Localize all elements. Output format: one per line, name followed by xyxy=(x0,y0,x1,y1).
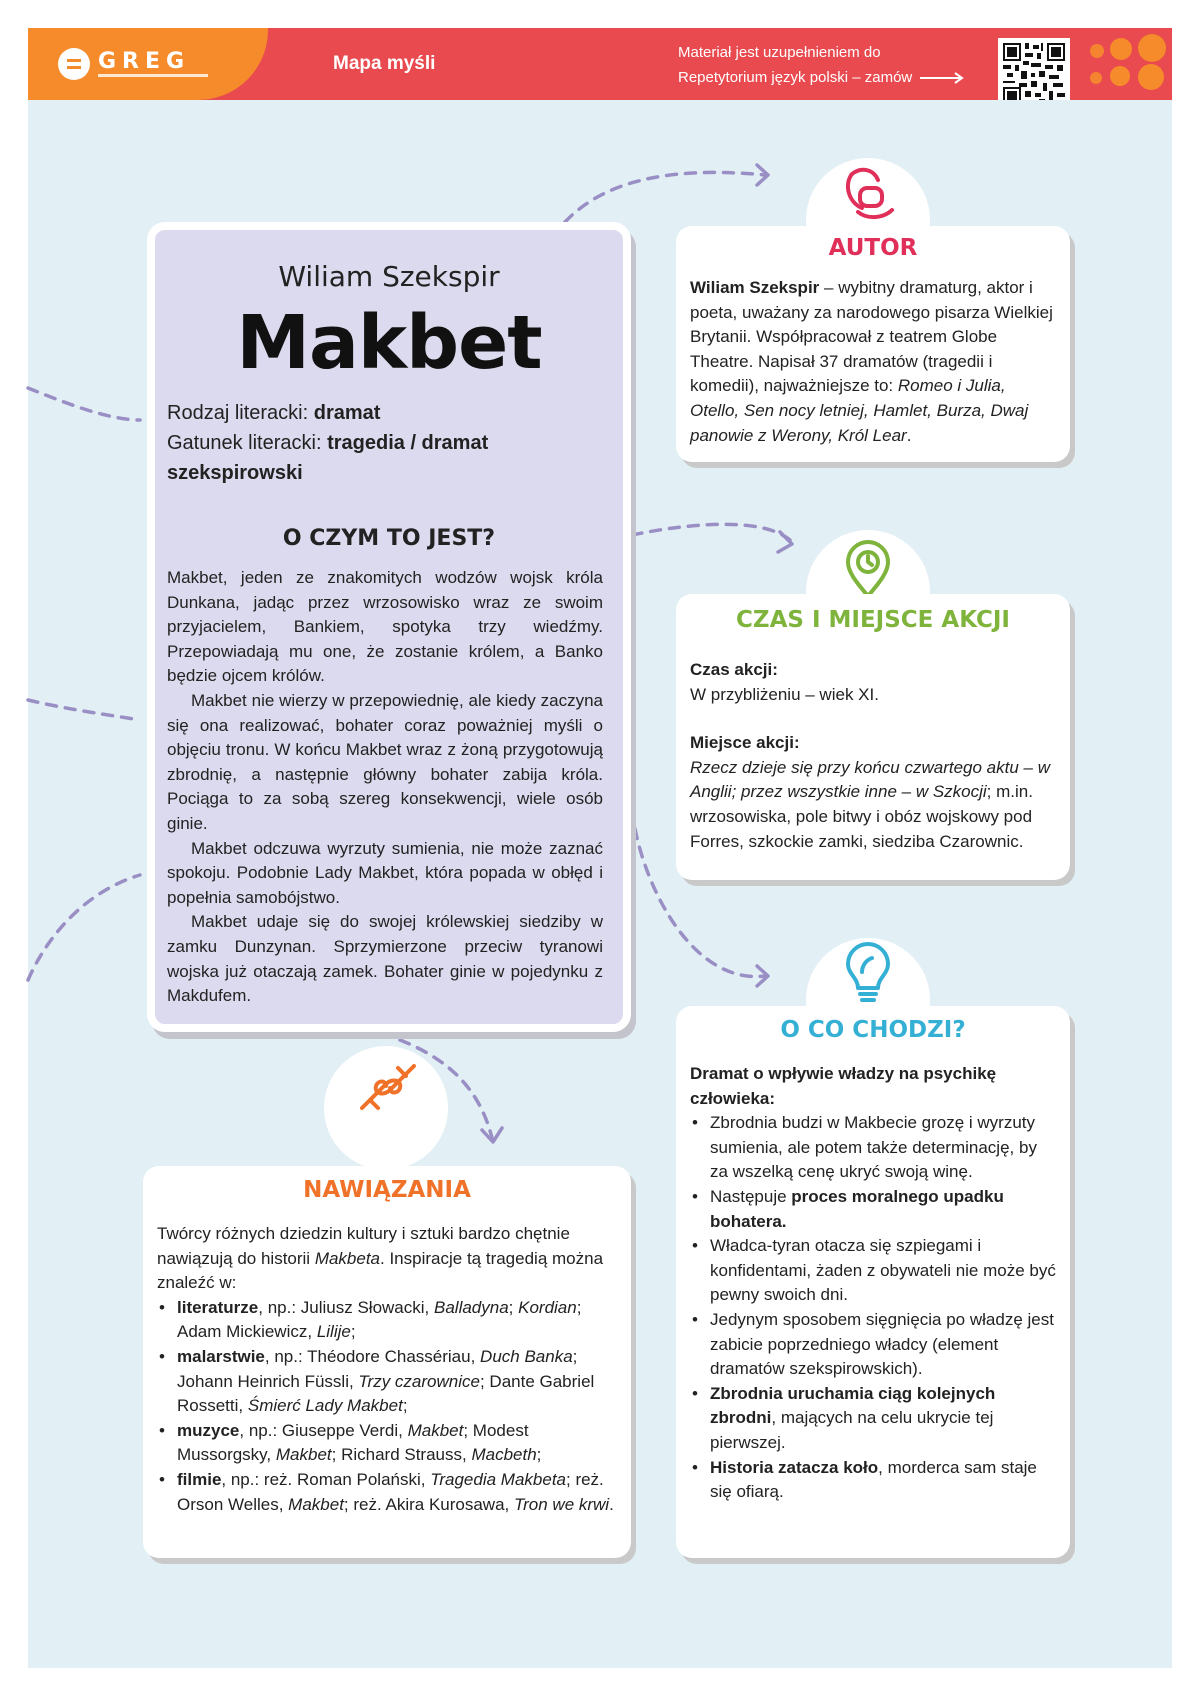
left-dashed-line-2 xyxy=(28,700,140,720)
list-item xyxy=(690,1234,1056,1308)
gatunek-label: Gatunek literacki: xyxy=(167,432,322,454)
gatunek-value: tragedia / dramat szekspirowski xyxy=(167,432,489,484)
list-item-bold: Historia zatacza koło xyxy=(710,1457,879,1477)
list-item: • malarstwie, np.: Théodore Chassériau, Duch Banka; Johann Heinrich Füssli, Trzy czarownice; Dante Gabriel Rossetti, Śmierć Lady Makbet; xyxy=(157,1345,617,1419)
autor-description: – wybitny dramaturg, aktor i poeta, uważany za narodowego pisarza Wielkiej Brytanii. Współpracował z teatrem Globe Theatre. Napisał 37 dramatów (tragedii i komedii), najważniejsze to: xyxy=(690,278,1053,396)
qr-code[interactable] xyxy=(998,38,1070,100)
list-item xyxy=(690,1382,1056,1456)
list-item xyxy=(690,1456,1056,1505)
list-item-bold: Zbrodnia uruchamia ciąg kolejnych zbrodni xyxy=(710,1383,996,1428)
list-item: • literaturze, np.: Juliusz Słowacki, Balladyna; Kordian; Adam Mickiewicz, Lilije; xyxy=(157,1296,617,1345)
rodzaj-value: dramat xyxy=(313,402,381,424)
location-clock-icon xyxy=(838,536,898,602)
left-dashed-line-1 xyxy=(28,388,140,420)
header-note-line-2: Repetytorium język polski – zamów xyxy=(678,69,913,86)
czas-text xyxy=(690,658,1056,854)
arrow-to-czas xyxy=(632,524,790,540)
list-item: • muzyce, np.: Giuseppe Verdi, Makbet; Modest Mussorgsky, Makbet; Richard Strauss, Macbeth; xyxy=(157,1419,617,1468)
knot-icon xyxy=(356,1058,420,1118)
list-item xyxy=(690,1111,1056,1185)
place-label: Miejsce akcji: xyxy=(690,733,800,753)
greg-logo-icon xyxy=(58,48,90,80)
witch-hat-icon xyxy=(838,162,898,224)
about-paragraph: Makbet, jeden ze znakomitych wodzów wojsk króla Dunkana, jadąc przez wrzosowisko wraz ze swoim przyjacielem, Bankiem, spotyka trzy wiedźmy. Przepowiadają mu one, że zostanie królem, a Banko będzie ojcem królów. xyxy=(167,568,603,686)
about-paragraph: Makbet nie wierzy w przepowiednię, ale kiedy zaczyna się ona realizować, bohater coraz poważniej myśli o objęciu tronu. W końcu Makbet wraz z żoną przygotowują zbrodnię, a następnie główny bohater zabija króla. Pociąga to za sobą szereg konsekwencji, wiele osób ginie. xyxy=(167,690,603,833)
list-item-text: Zbrodnia budzi w Makbecie grozę i wyrzuty sumienia, ale potem także determinację, by za wszelką cenę ukryć swoją winę. xyxy=(710,1113,1037,1182)
list-item-text: Następuje xyxy=(710,1186,792,1206)
autor-end: . xyxy=(906,425,912,445)
place-italic: Rzecz dzieje się przy końcu czwartego aktu – w Anglii; przez wszystkie inne – w Szkocji xyxy=(690,757,1050,802)
list-item xyxy=(690,1308,1056,1382)
logo-underline xyxy=(98,74,208,77)
main-title: Makbet xyxy=(236,300,542,386)
header-note[interactable] xyxy=(678,40,966,90)
idea-lead: Dramat o wpływie władzy na psychikę człowieka: xyxy=(690,1064,997,1108)
arrow-to-autor xyxy=(565,172,765,222)
left-dashed-line-3 xyxy=(28,875,140,980)
lightbulb-icon xyxy=(838,942,898,1012)
header-title: Mapa myśli xyxy=(333,53,436,74)
nawiazania-intro: Twórcy różnych dziedzin kultury i sztuki bardzo chętnie nawiązują do historii Makbeta. Inspiracje tą tragedią można znaleźć w: xyxy=(157,1224,604,1293)
about-text xyxy=(167,566,603,1009)
nawiazania-icon-bubble xyxy=(324,1046,448,1170)
place-rest: ; m.in. wrzosowiska, pole bitwy i obóz wojskowy pod Forres, szkockie zamki, siedziba Czarownic. xyxy=(690,782,1033,851)
autor-card xyxy=(676,226,1070,462)
list-item xyxy=(690,1185,1056,1234)
nawiazania-list xyxy=(157,1296,617,1517)
rodzaj-label: Rodzaj literacki: xyxy=(167,402,309,424)
genre-info xyxy=(167,398,607,488)
logo-tab xyxy=(28,28,268,100)
time-label: Czas akcji: xyxy=(690,660,778,679)
main-card xyxy=(147,222,631,1032)
rodzaj-line xyxy=(167,398,607,428)
nawiazania-card xyxy=(143,1166,631,1558)
list-item-bold: proces moralnego upadku bohatera. xyxy=(710,1186,1004,1231)
idea-card xyxy=(676,1006,1070,1558)
list-item-text: , mających na celu ukrycie tej pierwszej. xyxy=(710,1408,994,1452)
about-paragraph: Makbet udaje się do swojej królewskiej siedziby w zamku Dunzynan. Sprzymierzone przeciw tyranowi wojska już otaczają zamek. Bohater ginie w pojedynku z Makdufem. xyxy=(167,912,603,1006)
autor-title: AUTOR xyxy=(828,235,918,261)
arrow-right-icon xyxy=(918,71,966,85)
qr-code-icon xyxy=(1001,41,1067,100)
list-item-text: Jedynym sposobem sięgnięcia po władzę jest zabicie poprzedniego władcy (element dramatów szekspirowskich). xyxy=(710,1309,1054,1379)
nawiazania-text xyxy=(157,1222,617,1517)
decorative-dots xyxy=(1088,34,1172,94)
header-note-line-1: Materiał jest uzupełnieniem do xyxy=(678,44,881,61)
idea-list xyxy=(690,1111,1056,1505)
list-item-text: Władca-tyran otacza się szpiegami i konfidentami, żaden z obywateli nie może być pewny swoich dni. xyxy=(710,1236,1056,1305)
about-paragraph: Makbet odczuwa wyrzuty sumienia, nie może zaznać spokoju. Podobnie Lady Makbet, która popada w obłęd i popełnia samobójstwo. xyxy=(167,838,603,907)
autor-text xyxy=(690,276,1056,448)
autor-name: Wiliam Szekspir xyxy=(690,278,820,297)
list-item: • filmie, np.: reż. Roman Polański, Tragedia Makbeta; reż. Orson Welles, Makbet; reż. Akira Kurosawa, Tron we krwi. xyxy=(157,1468,617,1517)
gatunek-line xyxy=(167,428,607,488)
logo-text: GREG xyxy=(98,49,191,74)
about-title: O CZYM TO JEST? xyxy=(282,526,496,551)
idea-text xyxy=(690,1062,1056,1505)
main-author: Wiliam Szekspir xyxy=(278,260,500,293)
header-bar xyxy=(28,28,1172,100)
idea-title: O CO CHODZI? xyxy=(780,1017,966,1043)
time-value: W przybliżeniu – wiek XI. xyxy=(690,684,879,704)
autor-works: Romeo i Julia, Otello, Sen nocy letniej, Hamlet, Burza, Dwaj panowie z Werony, Król Lear xyxy=(690,376,1029,445)
arrowhead-czas xyxy=(778,532,792,552)
czas-title: CZAS I MIEJSCE AKCJI xyxy=(736,607,1010,633)
czas-card xyxy=(676,594,1070,880)
nawiazania-title: NAWIĄZANIA xyxy=(303,1177,471,1203)
list-item-text: , morderca sam staje się ofiarą. xyxy=(710,1457,1037,1502)
